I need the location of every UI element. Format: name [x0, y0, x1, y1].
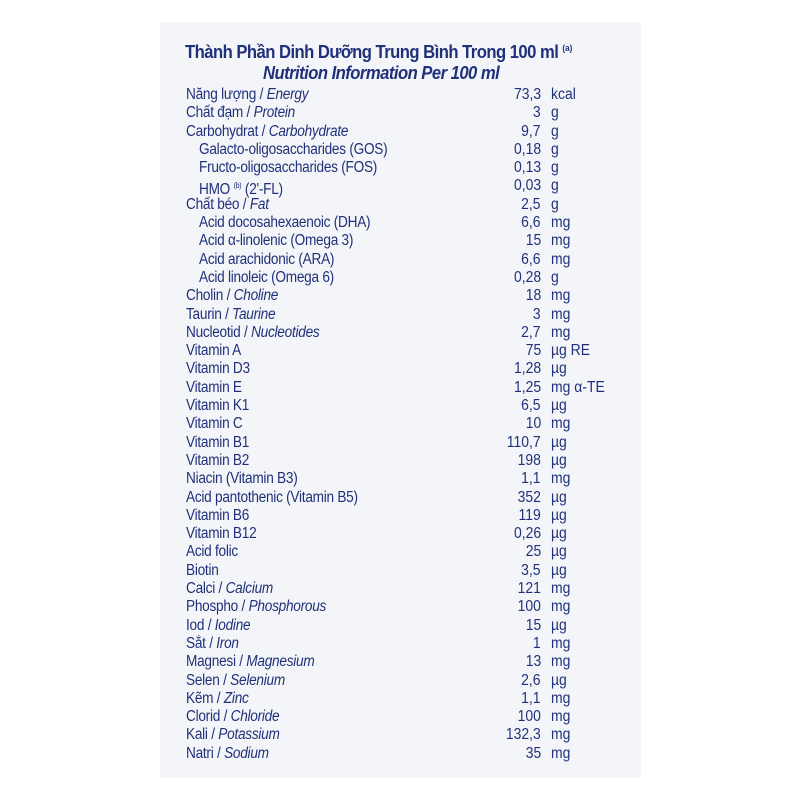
nutrient-name-vi: Clorid — [186, 708, 221, 726]
nutrient-row — [0, 177, 800, 199]
nutrient-unit: mg — [551, 708, 571, 726]
nutrient-row — [0, 287, 800, 305]
title-text: Thành Phần Dinh Dưỡng Trung Bình Trong 100 ml — [185, 41, 559, 62]
nutrient-name-vi: Acid α-linolenic (Omega 3) — [199, 232, 354, 250]
nutrient-unit: mg — [551, 323, 571, 341]
nutrient-name-vi: Acid pantothenic (Vitamin B5) — [186, 488, 358, 506]
nutrient-name: Calci / Calcium — [186, 580, 274, 598]
nutrient-name: Sắt / Iron — [186, 634, 239, 652]
nutrient-name-vi: Selen — [186, 671, 220, 689]
footnote-marker: (b) — [233, 181, 242, 191]
nutrient-name: Kali / Potassium — [186, 726, 280, 744]
nutrient-row — [0, 489, 800, 507]
nutrient-row — [0, 617, 800, 635]
nutrient-value: 15 — [525, 232, 541, 250]
nutrient-value: 3 — [533, 305, 541, 323]
nutrient-name-en: Protein — [253, 104, 295, 122]
nutrient-row — [0, 672, 800, 690]
nutrient-row — [0, 104, 800, 122]
nutrient-name-vi: Magnesi — [186, 653, 236, 671]
nutrient-name-en: Nucleotides — [251, 323, 320, 341]
nutrient-unit: mg — [551, 287, 571, 305]
nutrient-value: 1,28 — [513, 360, 541, 378]
nutrient-value: 15 — [525, 616, 541, 634]
nutrient-name — [186, 525, 256, 543]
nutrient-name-vi: Acid folic — [186, 543, 238, 561]
nutrient-unit: mg — [551, 726, 571, 744]
nutrient-unit: µg — [551, 525, 567, 543]
nutrient-name: Taurin / Taurine — [186, 305, 276, 323]
nutrient-name — [199, 232, 353, 250]
nutrient-value: 13 — [525, 653, 541, 671]
nutrient-unit: g — [551, 159, 559, 177]
nutrient-name: Natri / Sodium — [186, 744, 269, 762]
nutrient-row — [0, 379, 800, 397]
nutrient-value: 0,28 — [513, 268, 541, 286]
nutrient-unit: mg — [551, 689, 571, 707]
nutrient-name: Cholin / Choline — [186, 287, 279, 305]
nutrient-unit: g — [551, 140, 559, 158]
nutrient-unit: mg — [551, 744, 571, 762]
nutrient-name-vi: Vitamin C — [186, 415, 243, 433]
nutrient-row — [0, 306, 800, 324]
nutrient-name — [199, 159, 377, 177]
nutrient-value: 6,6 — [521, 250, 541, 268]
nutrient-name — [199, 251, 334, 269]
nutrient-value: 100 — [517, 598, 541, 616]
nutrient-row — [0, 251, 800, 269]
nutrient-name-vi: Carbohydrat — [186, 122, 259, 140]
table-title-vi — [185, 41, 572, 63]
nutrient-row — [0, 690, 800, 708]
nutrient-row — [0, 397, 800, 415]
nutrient-name-en: Energy — [266, 86, 309, 103]
nutrient-unit: µg — [551, 433, 567, 451]
nutrient-name — [186, 543, 238, 561]
nutrient-unit: mg α-TE — [551, 378, 605, 396]
nutrient-name-vi: Acid docosahexaenoic (DHA) — [199, 214, 371, 232]
nutrient-name — [199, 269, 334, 287]
nutrient-unit: g — [551, 104, 559, 122]
nutrient-name-vi: Chất đạm — [186, 104, 244, 122]
nutrient-value: 1,1 — [521, 470, 541, 488]
nutrient-row — [0, 342, 800, 360]
nutrient-value: 73,3 — [513, 86, 541, 103]
nutrient-value: 2,5 — [521, 195, 541, 213]
nutrient-name-vi: Iod — [186, 616, 205, 634]
nutrient-name-vi: Acid arachidonic (ARA) — [199, 250, 335, 268]
nutrient-name — [186, 489, 358, 507]
nutrient-name-vi: Vitamin E — [186, 378, 242, 396]
nutrient-name: Magnesi / Magnesium — [186, 653, 315, 671]
nutrient-row — [0, 159, 800, 177]
nutrient-unit: g — [551, 122, 559, 140]
table-title-en: Nutrition Information Per 100 ml — [263, 62, 500, 83]
nutrient-name — [186, 415, 243, 433]
nutrient-name-vi: Taurin — [186, 305, 222, 323]
nutrient-unit: µg — [551, 488, 567, 506]
title-footnote-marker: (a) — [562, 43, 573, 53]
nutrient-row — [0, 507, 800, 525]
nutrient-value: 1,25 — [513, 378, 541, 396]
nutrient-value: 0,13 — [513, 159, 541, 177]
nutrient-value: 25 — [525, 543, 541, 561]
nutrient-unit: mg — [551, 580, 571, 598]
nutrient-name-vi: Sắt — [186, 634, 206, 652]
nutrient-row — [0, 580, 800, 598]
nutrient-name-vi: Vitamin A — [186, 342, 241, 360]
nutrient-name-vi: Acid linoleic (Omega 6) — [199, 268, 334, 286]
nutrient-unit: µg — [551, 506, 567, 524]
nutrient-name: Kẽm / Zinc — [186, 689, 249, 707]
nutrient-name: Nucleotid / Nucleotides — [186, 323, 320, 341]
nutrient-value: 1 — [533, 634, 541, 652]
nutrient-name-en: Zinc — [223, 689, 249, 707]
nutrient-value: 2,6 — [521, 671, 541, 689]
nutrient-value: 119 — [518, 506, 541, 524]
nutrient-name: Iod / Iodine — [186, 616, 251, 634]
nutrient-row — [0, 360, 800, 378]
nutrient-name — [199, 141, 387, 159]
nutrient-unit: mg — [551, 415, 571, 433]
nutrient-name-en: Sodium — [224, 744, 269, 762]
nutrient-name: Clorid / Chloride — [186, 708, 280, 726]
nutrient-name-en: Carbohydrate — [268, 122, 349, 140]
nutrient-value: 6,5 — [521, 397, 541, 415]
nutrient-unit: µg — [551, 616, 567, 634]
nutrient-unit: mg — [551, 250, 571, 268]
nutrient-unit: µg — [551, 397, 567, 415]
nutrient-name-vi: Kẽm — [186, 689, 214, 707]
nutrient-row — [0, 635, 800, 653]
nutrient-row — [0, 232, 800, 250]
nutrient-name-vi: Natri — [186, 744, 214, 762]
nutrient-value: 18 — [525, 287, 541, 305]
nutrient-unit: mg — [551, 305, 571, 323]
nutrient-name-vi: Fructo-oligosaccharides (FOS) — [199, 159, 378, 177]
nutrient-name-vi: Vitamin B2 — [186, 451, 250, 469]
nutrient-name-en: Choline — [233, 287, 279, 305]
nutrient-value: 198 — [517, 451, 541, 469]
nutrient-unit: g — [551, 195, 559, 213]
nutrient-unit: kcal — [551, 86, 576, 103]
nutrient-unit: mg — [551, 214, 571, 232]
nutrient-unit: µg RE — [551, 342, 591, 360]
nutrition-table — [0, 86, 800, 763]
nutrient-name-en: Potassium — [218, 726, 280, 744]
nutrient-name-en: Chloride — [230, 708, 280, 726]
nutrient-name — [186, 452, 249, 470]
nutrient-name-suffix: (2'-FL) — [241, 181, 283, 199]
nutrient-name — [186, 379, 242, 397]
nutrient-unit: mg — [551, 232, 571, 250]
nutrient-name: Carbohydrat / Carbohydrate — [186, 122, 349, 140]
nutrient-row — [0, 123, 800, 141]
nutrient-name-vi: Calci — [186, 580, 215, 598]
nutrient-value: 2,7 — [521, 323, 541, 341]
nutrient-name — [186, 360, 250, 378]
nutrient-value: 35 — [525, 744, 541, 762]
nutrient-name-en: Selenium — [230, 671, 285, 689]
nutrient-row — [0, 86, 800, 104]
nutrient-name: Selen / Selenium — [186, 671, 285, 689]
nutrient-unit: g — [551, 268, 559, 286]
nutrient-name: Chất béo / Fat — [186, 195, 269, 213]
nutrient-unit: µg — [551, 561, 567, 579]
nutrient-name-en: Iron — [216, 634, 239, 652]
nutrient-row — [0, 214, 800, 232]
nutrient-unit: µg — [551, 543, 567, 561]
nutrient-name-vi: Chất béo — [186, 195, 240, 213]
nutrient-row — [0, 598, 800, 616]
nutrient-value: 352 — [517, 488, 541, 506]
nutrient-row — [0, 726, 800, 744]
nutrient-name-en: Fat — [249, 195, 269, 213]
nutrient-name: Năng lượng / Energy — [186, 86, 309, 103]
nutrient-name-en: Calcium — [225, 580, 274, 598]
nutrient-row — [0, 141, 800, 159]
nutrient-unit: mg — [551, 470, 571, 488]
nutrient-name-vi: Vitamin D3 — [186, 360, 250, 378]
nutrient-name-vi: Niacin (Vitamin B3) — [186, 470, 298, 488]
nutrient-value: 10 — [525, 415, 541, 433]
nutrient-row — [0, 745, 800, 763]
nutrient-row — [0, 434, 800, 452]
nutrient-name — [186, 397, 249, 415]
nutrient-value: 0,18 — [513, 140, 541, 158]
nutrient-value: 1,1 — [521, 689, 541, 707]
nutrient-value: 3 — [533, 104, 541, 122]
nutrient-name — [186, 562, 219, 580]
nutrient-row — [0, 708, 800, 726]
nutrient-name-vi: Kali — [186, 726, 208, 744]
nutrient-name-vi: Cholin — [186, 287, 224, 305]
nutrient-name — [199, 214, 370, 232]
nutrient-name — [186, 342, 241, 360]
nutrient-value: 121 — [517, 580, 541, 598]
nutrient-name-en: Taurine — [232, 305, 276, 323]
nutrient-value: 6,6 — [521, 214, 541, 232]
nutrient-value: 100 — [517, 708, 541, 726]
nutrient-unit: mg — [551, 634, 571, 652]
nutrient-row — [0, 452, 800, 470]
nutrient-name-vi: Vitamin B12 — [186, 525, 257, 543]
nutrient-name-vi: Vitamin K1 — [186, 397, 250, 415]
nutrient-row — [0, 269, 800, 287]
nutrient-name-vi: Vitamin B6 — [186, 506, 250, 524]
nutrient-name-vi: HMO — [199, 181, 231, 199]
nutrient-value: 0,03 — [513, 177, 541, 195]
nutrient-name-vi: Biotin — [186, 561, 219, 579]
nutrient-name-vi: Vitamin B1 — [186, 433, 250, 451]
nutrient-value: 0,26 — [513, 525, 541, 543]
nutrient-unit: µg — [551, 671, 567, 689]
nutrient-name-en: Phosphorous — [248, 598, 327, 616]
nutrient-row — [0, 525, 800, 543]
nutrient-row — [0, 543, 800, 561]
nutrient-name-vi: Nucleotid — [186, 323, 241, 341]
nutrient-name-vi: Phospho — [186, 598, 239, 616]
nutrient-name: Phospho / Phosphorous — [186, 598, 327, 616]
nutrient-row — [0, 562, 800, 580]
nutrient-unit: g — [551, 177, 559, 195]
nutrient-value: 9,7 — [521, 122, 541, 140]
nutrient-name-vi: Galacto-oligosaccharides (GOS) — [199, 140, 388, 158]
nutrient-name-en: Magnesium — [246, 653, 315, 671]
nutrient-value: 110,7 — [507, 433, 541, 451]
nutrient-unit: mg — [551, 598, 571, 616]
nutrient-unit: µg — [551, 451, 567, 469]
nutrient-row — [0, 196, 800, 214]
nutrient-name — [186, 470, 297, 488]
nutrient-name — [186, 507, 249, 525]
nutrient-row — [0, 415, 800, 433]
nutrient-name-vi: Năng lượng — [186, 86, 257, 103]
nutrient-unit: µg — [551, 360, 567, 378]
nutrient-name — [186, 434, 249, 452]
nutrient-value: 3,5 — [521, 561, 541, 579]
nutrient-value: 132,3 — [506, 726, 541, 744]
nutrient-name-en: Iodine — [214, 616, 251, 634]
nutrient-name: Chất đạm / Protein — [186, 104, 295, 122]
nutrient-unit: mg — [551, 653, 571, 671]
nutrient-row — [0, 324, 800, 342]
nutrient-row — [0, 653, 800, 671]
nutrient-row — [0, 470, 800, 488]
nutrient-value: 75 — [525, 342, 541, 360]
